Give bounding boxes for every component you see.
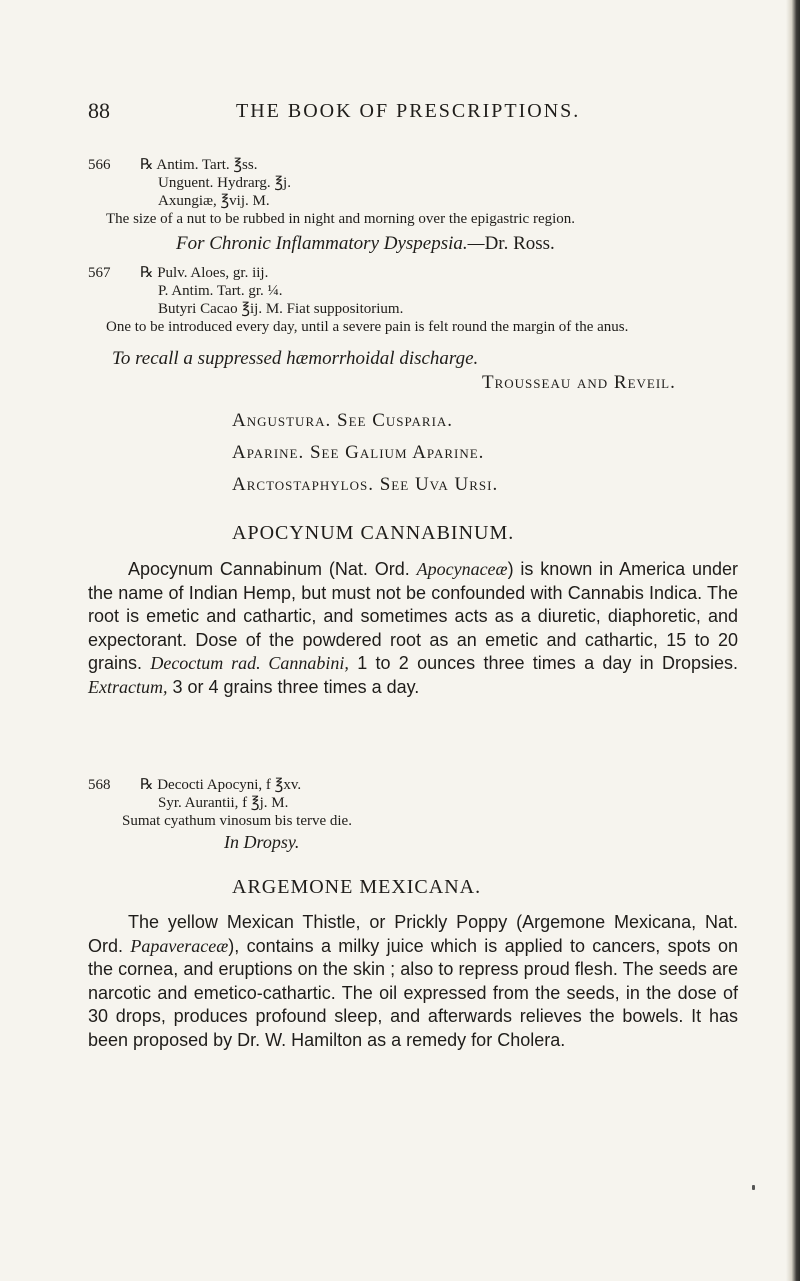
haemorrhoidal-title: To recall a suppressed hæmorrhoidal discharge. [112,348,479,369]
prescription-number: 567 [88,265,111,281]
prescription-line: Butyri Cacao ℥ij. M. Fiat suppositorium. [158,301,404,317]
prescription-line: ℞ Decocti Apocyni, f ℥xv. [140,777,302,793]
apocynum-paragraph [88,558,738,699]
page-number: 88 [88,98,110,123]
prescription-line: Syr. Aurantii, f ℥j. M. [158,795,289,811]
prescription-note: The size of a nut to be rubbed in night and morning over the epigastric region. [106,211,576,227]
dyspepsia-heading [176,233,555,255]
text-run-italic: Decoctum rad. Cannabini, [150,653,349,673]
prescription-line: ℞ Pulv. Aloes, gr. iij. [140,265,269,281]
prescription-number: 566 [88,157,111,173]
text-run-italic: Apocynaceæ [416,559,508,579]
text-run: Apocynum Cannabinum (Nat. Ord. [128,559,417,579]
text-run: ) is known in America under the name of Indian Hemp, but must not be confounded with Cannabis Indica. The root is emetic and cathartic, and sometimes acts as a diuretic, diaphoretic, and expectorant. Dose of the powdered root as an emetic and cathartic, 15 to 20 grains. [88,559,738,673]
cross-ref-aparine: Aparine. See Galium Aparine. [232,442,485,463]
text-run-italic: Papaveraceæ [130,935,229,956]
argemone-paragraph [88,911,738,1052]
cross-ref-arctostaphylos: Arctostaphylos. See Uva Ursi. [232,474,499,495]
page-header [88,98,728,138]
prescription-line: Axungiæ, ℥vij. M. [158,193,270,209]
prescription-caption: In Dropsy. [224,832,300,852]
ink-speck [752,1185,755,1190]
prescription-line: P. Antim. Tart. gr. ¼. [158,283,283,299]
prescription-note: One to be introduced every day, until a severe pain is felt round the margin of the anus. [106,319,629,335]
cross-ref-angustura: Angustura. See Cusparia. [232,410,454,431]
dyspepsia-title: For Chronic Inflammatory Dyspepsia.— [176,233,485,254]
haemorrhoidal-author: Trousseau and Reveil. [482,372,676,393]
page-edge-shadow [786,0,800,1281]
text-run-italic: Extractum, [88,676,168,697]
prescription-line: ℞ Antim. Tart. ℥ss. [140,157,258,173]
text-run: 1 to 2 ounces three times a day in Dropsies. [348,653,739,673]
text-run: The yellow Mexican Thistle, or Prickly Poppy (Argemone Mexicana, Nat. Ord. [88,912,738,956]
prescription-line: Sumat cyathum vinosum bis terve die. [122,813,352,829]
apocynum-heading: APOCYNUM CANNABINUM. [232,522,515,544]
argemone-heading: ARGEMONE MEXICANA. [232,876,482,898]
prescription-number: 568 [88,777,111,793]
dyspepsia-author: Dr. Ross. [484,233,555,254]
text-run: ), contains a milky juice which is applied to cancers, spots on the cornea, and eruptions on the skin ; also to repress proud flesh. The seeds are narcotic and emetico-cathartic. The oil expressed from the seeds, in the dose of 30 drops, produces profound sleep, and afterwards relieves the bowels. It has been proposed by Dr. W. Hamilton as a remedy for Cholera. [88,935,738,1050]
prescription-line: Unguent. Hydrarg. ℥j. [158,175,291,191]
text-run: 3 or 4 grains three times a day. [167,676,420,697]
running-head: THE BOOK OF PRESCRIPTIONS. [236,100,581,122]
